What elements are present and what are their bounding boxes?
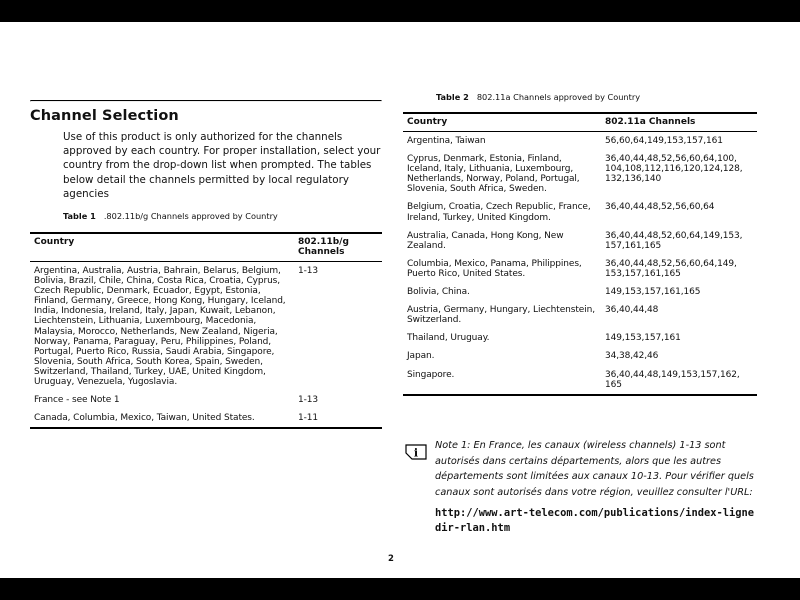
svg-text:i: i: [413, 446, 419, 460]
channels-cell: 1-13: [298, 395, 319, 406]
table-row: [403, 347, 757, 365]
channels-cell: 36,40,44,48,52,56,60,64,149, 153,157,161,165: [605, 258, 737, 279]
table1: [30, 232, 382, 429]
table2-label: Table 2: [436, 92, 469, 102]
country-cell: France - see Note 1: [34, 395, 120, 406]
country-cell: Austria, Germany, Hungary, Liechtenstein, Switzerland.: [407, 305, 595, 326]
document-page: [0, 22, 800, 578]
table2-header-country: Country: [403, 113, 601, 132]
table1-caption-text: .802.11b/g Channels approved by Country: [103, 211, 278, 222]
channels-cell: 36,40,44,48,149,153,157,162, 165: [605, 369, 740, 390]
heading-rule: [30, 100, 382, 102]
table-row: [403, 132, 757, 151]
country-cell: Cyprus, Denmark, Estonia, Finland, Iceland, Italy, Lithuania, Luxembourg, Netherlands, Norway, Poland, Portugal, Slovenia, South Africa, Sweden.: [407, 154, 580, 195]
table-row: [30, 409, 382, 428]
table2-caption-text: 802.11a Channels approved by Country: [476, 92, 641, 102]
table2-caption: [436, 92, 757, 102]
channels-cell: 36,40,44,48: [605, 305, 659, 316]
country-cell: Japan.: [407, 351, 435, 362]
table1-header-country: Country: [30, 233, 294, 262]
table1-header-channels: 802.11b/g Channels: [294, 233, 382, 262]
country-cell: Bolivia, China.: [407, 287, 470, 298]
page-number: 2: [388, 554, 394, 564]
info-icon: [405, 444, 427, 460]
channels-cell: 34,38,42,46: [605, 351, 659, 362]
table-row: [30, 262, 382, 392]
right-column: [403, 92, 757, 396]
table-row: [403, 150, 757, 198]
table1-caption: [63, 211, 382, 221]
channels-cell: 36,40,44,48,52,60,64,149,153, 157,161,165: [605, 230, 743, 251]
country-cell: Columbia, Mexico, Panama, Philippines, Puerto Rico, United States.: [407, 258, 582, 279]
note-block: [403, 438, 757, 536]
intro-paragraph: Use of this product is only authorized for the channels approved by each country. For proper installation, select your country from the drop-down list when prompted. The tables below detail the channels permitted by local regulatory agencies: [63, 131, 381, 200]
channels-cell: 36,40,44,48,52,56,60,64,100, 104,108,112,116,120,124,128, 132,136,140: [605, 154, 743, 185]
table-row: [403, 255, 757, 283]
table-row: [30, 391, 382, 409]
country-cell: Australia, Canada, Hong Kong, New Zealand.: [407, 230, 564, 251]
table2-header-row: [403, 113, 757, 132]
channels-cell: 36,40,44,48,52,56,60,64: [605, 202, 715, 213]
table-row: [403, 198, 757, 226]
table1-label: Table 1: [63, 211, 96, 222]
table2-header-channels: 802.11a Channels: [601, 113, 757, 132]
channels-cell: 1-11: [298, 413, 319, 424]
section-heading: Channel Selection: [30, 108, 179, 124]
note-url[interactable]: http://www.art-telecom.com/publications/index-lignedir-rlan.htm: [435, 507, 755, 534]
note-text: Note 1: En France, les canaux (wireless channels) 1-13 sont autorisés dans certains départements, alors que les autres départements sont limitées aux canaux 10-13. Pour vérifier quels canaux sont autorisés dans votre région, veuillez consulter l'URL:: [435, 440, 754, 498]
country-cell: Argentina, Australia, Austria, Bahrain, Belarus, Belgium, Bolivia, Brazil, Chile, China, Costa Rica, Croatia, Cyprus, Czech Republic, Denmark, Ecuador, Egypt, Estonia, Finland, Germany, Greece, Hong Kong, Hungary, Iceland, India, Indonesia, Ireland, Italy, Japan, Kuwait, Lebanon, Liechtenstein, Lithuania, Luxembourg, Macedonia, Malaysia, Morocco, Netherlands, New Zealand, Nigeria, Norway, Panama, Paraguay, Peru, Philippines, Poland, Portugal, Puerto Rico, Russia, Saudi Arabia, Singapore, Slovenia, South Africa, South Korea, Spain, Sweden, Switzerland, Thailand, Turkey, UAE, United Kingdom, Uruguay, Venezuela, Yugoslavia.: [34, 266, 286, 388]
country-cell: Belgium, Croatia, Czech Republic, France, Ireland, Turkey, United Kingdom.: [407, 202, 591, 223]
country-cell: Argentina, Taiwan: [407, 136, 486, 146]
table-row: [403, 366, 757, 395]
channels-cell: 56,60,64,149,153,157,161: [605, 136, 723, 146]
table2: [403, 112, 757, 396]
country-cell: Thailand, Uruguay.: [407, 333, 490, 344]
table-row: [403, 283, 757, 301]
channels-cell: 1-13: [298, 266, 319, 277]
table-row: [403, 227, 757, 255]
table-row: [403, 329, 757, 347]
country-cell: Canada, Columbia, Mexico, Taiwan, United States.: [34, 413, 255, 424]
channels-cell: 149,153,157,161: [605, 333, 681, 344]
table1-header-row: [30, 233, 382, 262]
left-column: [30, 100, 382, 429]
table-row: [403, 301, 757, 329]
channels-cell: 149,153,157,161,165: [605, 287, 701, 298]
country-cell: Singapore.: [407, 369, 455, 380]
